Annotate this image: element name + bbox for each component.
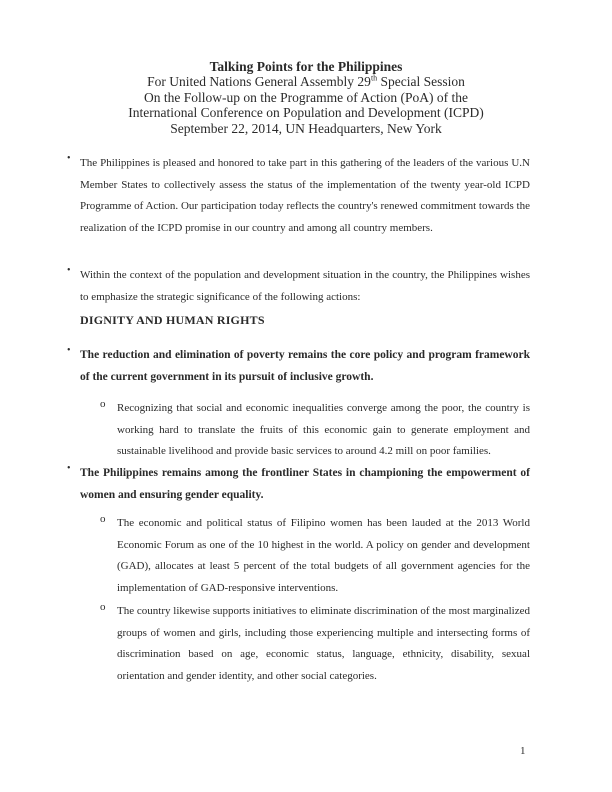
- bullet-marker: •: [67, 345, 71, 356]
- sub-bullet-marker: o: [100, 398, 106, 410]
- point-2-sub-1: [100, 513, 530, 599]
- bullet-marker: •: [67, 153, 71, 164]
- intro-paragraph-2: [67, 265, 530, 308]
- header-line-1-sup: th: [370, 73, 378, 83]
- point-2-sub-2: [100, 601, 530, 687]
- header-line-1: [80, 74, 532, 90]
- header-line-2: On the Follow-up on the Programme of Action (PoA) of the: [144, 89, 468, 105]
- header-line-1-end: Special Session: [377, 74, 465, 89]
- bullet-marker: •: [67, 265, 71, 276]
- section-heading: DIGNITY AND HUMAN RIGHTS: [80, 313, 265, 327]
- bullet-marker: •: [67, 463, 71, 474]
- point-2-sub-2-text: The country likewise supports initiatives to eliminate discrimination of the most marginalized groups of women and girls, including those experiencing multiple and intersecting forms of discrimination based on age, economic status, language, ethnicity, disability, sexual orientation and gender identity, and other social categories.: [117, 605, 530, 682]
- point-2-text: The Philippines remains among the frontliner States in championing the empowerment of women and ensuring gender equality.: [80, 467, 530, 501]
- header-line-3: International Conference on Population and Development (ICPD): [128, 105, 484, 120]
- document-title: Talking Points for the Philippines: [209, 59, 403, 74]
- intro-paragraph-1: [67, 153, 530, 239]
- point-2-sub-1-text: The economic and political status of Filipino women has been lauded at the 2013 World Economic Forum as one of the 10 highest in the world. A policy on gender and development (GAD), allocates at least 5 percent of the total budgets of all government agencies for the implementation of GAD-responsive interventions.: [117, 517, 530, 594]
- document-header: [80, 59, 532, 136]
- page-number: 1: [520, 745, 526, 757]
- intro-text-2: Within the context of the population and development situation in the country, the Philippines wishes to emphasize the strategic significance of the following actions:: [80, 269, 530, 303]
- header-line-4: September 22, 2014, UN Headquarters, New York: [170, 120, 442, 136]
- point-1-text: The reduction and elimination of poverty remains the core policy and program framework of the current government in its pursuit of inclusive growth.: [80, 349, 530, 383]
- point-1-sub-1-text: Recognizing that social and economic inequalities converge among the poor, the country is working hard to translate the fruits of this economic gain to generate employment and sustainable livelihood and provide basic services to around 4.2 mill on poor families.: [117, 402, 530, 457]
- point-1: [67, 345, 530, 388]
- intro-text-1: The Philippines is pleased and honored to take part in this gathering of the leaders of the various U.N Member States to collectively assess the status of the implementation of the twenty year-old ICPD Programme of Action. Our participation today reflects the country's renewed commitment towards the realization of the ICPD promise in our country and among all country members.: [80, 157, 530, 234]
- sub-bullet-marker: o: [100, 601, 106, 613]
- point-2: [67, 463, 530, 506]
- sub-bullet-marker: o: [100, 513, 106, 525]
- header-line-1-text: For United Nations General Assembly 29: [147, 74, 371, 89]
- point-1-sub-1: [100, 398, 530, 463]
